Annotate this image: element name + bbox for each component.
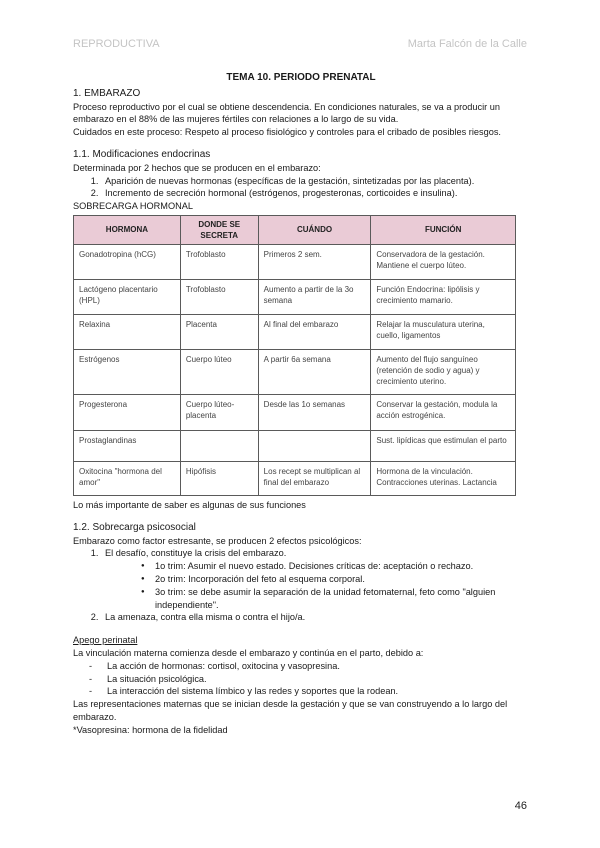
- trimester-list: [105, 560, 529, 611]
- table-row: [74, 279, 516, 314]
- header-author: Marta Falcón de la Calle: [407, 38, 527, 50]
- table-row: [74, 461, 516, 495]
- table-cell: A partir 6a semana: [258, 349, 371, 394]
- table-header-funcion: FUNCIÓN: [371, 215, 516, 244]
- table-cell: Relajar la musculatura uterina, cuello, ligamentos: [371, 314, 516, 349]
- table-row: [74, 244, 516, 279]
- table-cell: Hipófisis: [180, 461, 258, 495]
- list-item: 2. Incremento de secreción hormonal (estrógenos, progesteronas, corticoides e insulina).: [101, 187, 529, 200]
- table-row: [74, 314, 516, 349]
- table-cell: Los recept se multiplican al final del embarazo: [258, 461, 371, 495]
- table-cell: Estrógenos: [74, 349, 181, 394]
- table-cell: Progesterona: [74, 394, 181, 430]
- list-item: ● 3o trim: se debe asumir la separación de la unidad fetomaternal, feto como "alguien independiente".: [151, 586, 529, 612]
- section-1-heading: 1. EMBARAZO: [73, 87, 141, 99]
- table-cell: Gonadotropina (hCG): [74, 244, 181, 279]
- section-1-paragraph-1: Proceso reproductivo por el cual se obtiene descendencia. En condiciones naturales, se va a producir un embarazo en el 88% de las mujeres fértiles con relaciones a lo largo de su vida.: [73, 101, 500, 125]
- table-cell: Prostaglandinas: [74, 430, 181, 461]
- table-cell: Función Endocrina: lipólisis y crecimiento mamario.: [371, 279, 516, 314]
- list-item: ● 1o trim: Asumir el nuevo estado. Decisiones críticas de: aceptación o rechazo.: [151, 560, 529, 573]
- list-item: - La interacción del sistema límbico y las redes y soportes que la rodean.: [89, 685, 529, 698]
- psychosocial-list: [73, 547, 529, 624]
- document-body: [73, 72, 529, 737]
- list-item: 2. La amenaza, contra ella misma o contra el hijo/a.: [101, 611, 529, 624]
- endocrine-list: [73, 175, 529, 201]
- table-cell: Sust. lipídicas que estimulan el parto: [371, 430, 516, 461]
- list-item: 1. Aparición de nuevas hormonas (específicas de la gestación, sintetizadas por las placenta).: [101, 175, 529, 188]
- table-cell: Trofoblasto: [180, 279, 258, 314]
- table-cell: [180, 430, 258, 461]
- table-cell: Conservar la gestación, modula la acción estrogénica.: [371, 394, 516, 430]
- page-title: TEMA 10. PERIODO PRENATAL: [226, 72, 376, 83]
- table-cell: Aumento del flujo sanguíneo (retención de sodio y agua) y crecimiento uterino.: [371, 349, 516, 394]
- apego-intro: La vinculación materna comienza desde el embarazo y continúa en el parto, debido a:: [73, 647, 424, 658]
- apego-heading: Apego perinatal: [73, 635, 138, 646]
- section-1-2-intro: Embarazo como factor estresante, se producen 2 efectos psicológicos:: [73, 535, 362, 546]
- header-subject: REPRODUCTIVA: [73, 38, 160, 50]
- section-1-1-intro: Determinada por 2 hechos que se producen en el embarazo:: [73, 162, 321, 173]
- table-cell: Cuerpo lúteo-placenta: [180, 394, 258, 430]
- section-1-2-heading: 1.2. Sobrecarga psicosocial: [73, 521, 196, 533]
- list-item: - La acción de hormonas: cortisol, oxitocina y vasopresina.: [89, 660, 529, 673]
- table-label: SOBRECARGA HORMONAL: [73, 201, 193, 212]
- list-item: [101, 547, 529, 611]
- table-cell: Primeros 2 sem.: [258, 244, 371, 279]
- table-header-donde: DONDE SE SECRETA: [180, 215, 258, 244]
- table-row: [74, 430, 516, 461]
- table-cell: Trofoblasto: [180, 244, 258, 279]
- table-header-hormona: HORMONA: [74, 215, 181, 244]
- table-cell: Hormona de la vinculación. Contracciones uterinas. Lactancia: [371, 461, 516, 495]
- apego-list: [73, 660, 529, 698]
- list-item-text: El desafío, constituye la crisis del embarazo.: [105, 548, 287, 559]
- table-cell: Placenta: [180, 314, 258, 349]
- page-number: 46: [514, 800, 527, 812]
- table-cell: Relaxina: [74, 314, 181, 349]
- section-1-1-heading: 1.1. Modificaciones endocrinas: [73, 148, 211, 160]
- table-cell: Aumento a partir de la 3o semana: [258, 279, 371, 314]
- table-cell: Al final del embarazo: [258, 314, 371, 349]
- table-cell: [258, 430, 371, 461]
- list-item: - La situación psicológica.: [89, 673, 529, 686]
- apego-paragraph: Las representaciones maternas que se inician desde la gestación y que se van construyendo a lo largo del embarazo.: [73, 699, 508, 722]
- table-cell: Conservadora de la gestación. Mantiene el cuerpo lúteo.: [371, 244, 516, 279]
- table-cell: Oxitocina "hormona del amor": [74, 461, 181, 495]
- list-item: ● 2o trim: Incorporación del feto al esquema corporal.: [151, 573, 529, 586]
- table-row: [74, 349, 516, 394]
- section-1-paragraph-2: Cuidados en este proceso: Respeto al proceso fisiológico y controles para el cribado de posibles riesgos.: [73, 127, 501, 138]
- table-header-cuando: CUÁNDO: [258, 215, 371, 244]
- apego-note: *Vasopresina: hormona de la fidelidad: [73, 724, 228, 735]
- hormone-table: [73, 215, 516, 496]
- table-cell: Desde las 1o semanas: [258, 394, 371, 430]
- table-row: [74, 394, 516, 430]
- table-cell: Lactógeno placentario (HPL): [74, 279, 181, 314]
- table-cell: Cuerpo lúteo: [180, 349, 258, 394]
- table-note: Lo más importante de saber es algunas de sus funciones: [73, 499, 306, 510]
